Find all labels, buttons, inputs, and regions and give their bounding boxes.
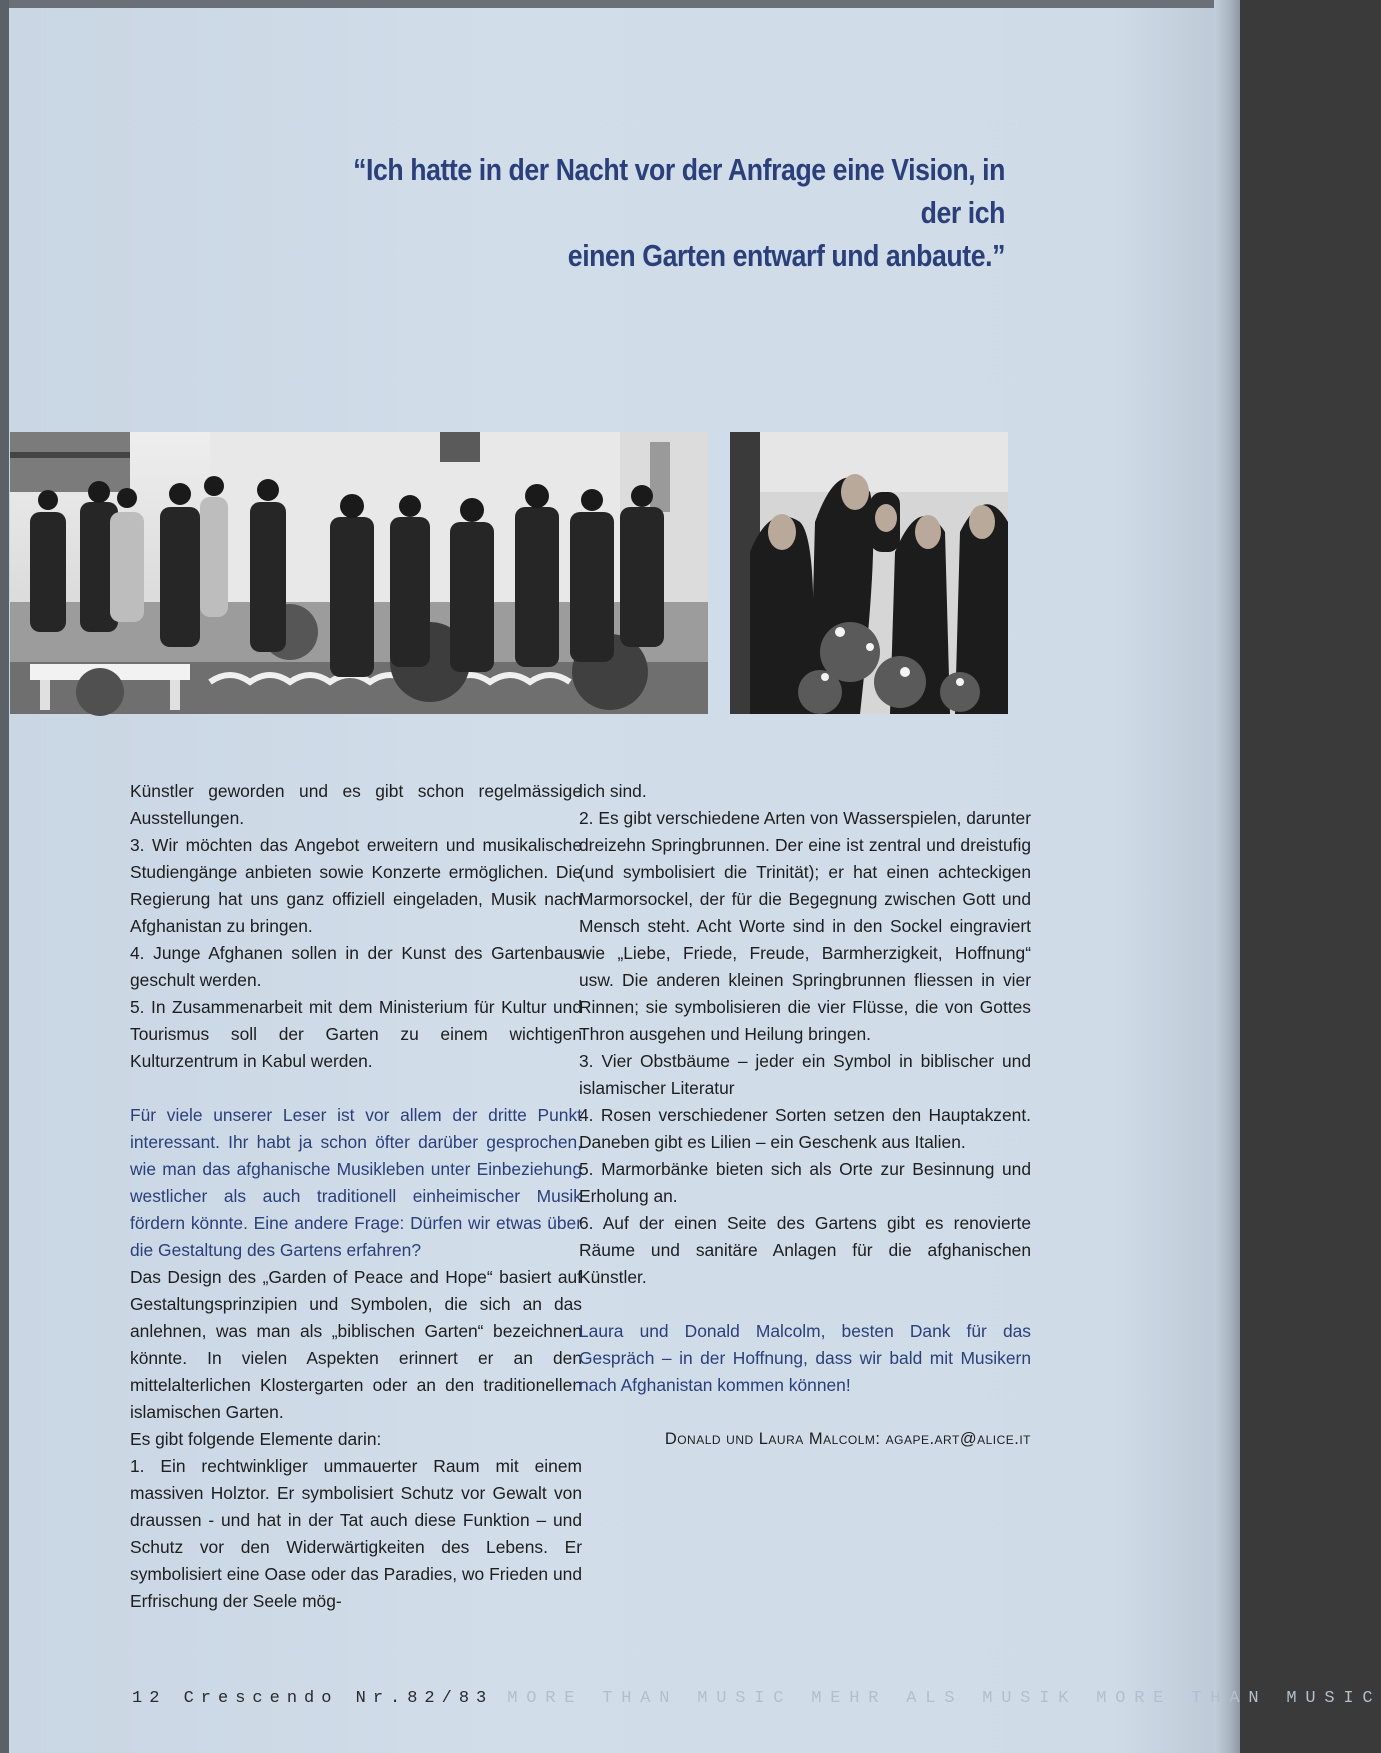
text-column-left [130, 778, 582, 1615]
paragraph: Künstler geworden und es gibt schon regelmässige Ausstellungen. [130, 781, 582, 828]
paragraph: 4. Junge Afghanen sollen in der Kunst des Gartenbaus geschult werden. [130, 943, 582, 990]
paragraph: 3. Vier Obstbäume – jeder ein Symbol in biblischer und islamischer Literatur [579, 1051, 1031, 1098]
paragraph: 1. Ein rechtwinkliger ummauerter Raum mit einem massiven Holztor. Er symbolisiert Schutz vor Gewalt von draussen - und hat in der Tat auch diese Funktion – und Schutz vor den Widerwärtigkeiten des Lebens. Er symbolisiert eine Oase oder das Paradies, wo Frieden und Erfrischung der Seele mög- [130, 1456, 582, 1611]
paragraph-spacer [579, 1399, 1031, 1426]
closing-thanks: Laura und Donald Malcolm, besten Dank für das Gespräch – in der Hoffnung, dass wir bald mit Musikern nach Afghanistan kommen können! [579, 1321, 1031, 1395]
page-fold-shadow [1214, 0, 1240, 1753]
pull-quote-line-2: einen Garten entwarf und anbaute.” [567, 238, 1005, 273]
paragraph-spacer [130, 1075, 582, 1102]
top-edge [0, 0, 1240, 8]
paragraph: 5. In Zusammenarbeit mit dem Ministerium für Kultur und Tourismus soll der Garten zu einem wichtigen Kulturzentrum in Kabul werden. [130, 997, 582, 1071]
paragraph: 2. Es gibt verschiedene Arten von Wasserspielen, darunter dreizehn Springbrunnen. Der eine ist zentral und dreistufig (und symbolisiert die Trinität); er hat einen achteckigen Marmorsockel, der für die Begegnung zwischen Gott und Mensch steht. Acht Worte sind in den Sockel eingraviert wie „Liebe, Friede, Freude, Barmherzigkeit, Hoffnung“ usw. Die anderen kleinen Springbrunnen fliessen in vier Rinnen; sie symbolisieren die vier Flüsse, die von Gottes Thron ausgehen und Heilung bringen. [579, 808, 1031, 1044]
text-column-right [579, 778, 1031, 1453]
paragraph-spacer [579, 1291, 1031, 1318]
paragraph: 6. Auf der einen Seite des Gartens gibt es renovierte Räume und sanitäre Anlagen für die afghanischen Künstler. [579, 1213, 1031, 1287]
paragraph: Es gibt folgende Elemente darin: [130, 1429, 382, 1449]
paragraph: 5. Marmorbänke bieten sich als Orte zur Besinnung und Erholung an. [579, 1159, 1031, 1206]
author-signature: Donald und Laura Malcolm: agape.art@alice.it [664, 1430, 1031, 1448]
page-footer [132, 1689, 1381, 1713]
pull-quote-line-1: “Ich hatte in der Nacht vor der Anfrage eine Vision, in der ich [353, 152, 1005, 230]
paragraph: 3. Wir möchten das Angebot erweitern und musikalische Studiengänge anbieten sowie Konzerte ermöglichen. Die Regierung hat uns ganz offiziell eingeladen, Musik nach Afghanistan zu bringen. [130, 835, 582, 936]
paragraph: lich sind. [579, 781, 647, 801]
pull-quote [339, 148, 1006, 277]
paragraph: Das Design des „Garden of Peace and Hope“ basiert auf Gestaltungsprinzipien und Symbolen, die sich an das anlehnen, was man als „biblischen Garten“ bezeichnen könnte. In vielen Aspekten erinnert er an den mittelalterlichen Klostergarten oder an den traditionellen islamischen Garten. [130, 1267, 582, 1422]
binding-edge [0, 0, 9, 1753]
photo-women-roses [730, 432, 1008, 714]
footer-issue: 12 Crescendo Nr.82/83 [132, 1689, 494, 1708]
interview-question: Für viele unserer Leser ist vor allem der dritte Punkt interessant. Ihr habt ja schon öfter darüber gesprochen, wie man das afghanische Musikleben unter Einbeziehung westlicher als auch traditionell einheimischer Musik fördern könnte. Eine andere Frage: Dürfen wir etwas über die Gestaltung des Gartens erfahren? [130, 1105, 582, 1260]
footer-tagline: MORE THAN MUSIC MEHR ALS MUSIK MORE THAN MUSIC [507, 1689, 1381, 1708]
paragraph: 4. Rosen verschiedener Sorten setzen den Hauptakzent. Daneben gibt es Lilien – ein Geschenk aus Italien. [579, 1105, 1031, 1152]
photo-garden-visitors [10, 432, 708, 714]
